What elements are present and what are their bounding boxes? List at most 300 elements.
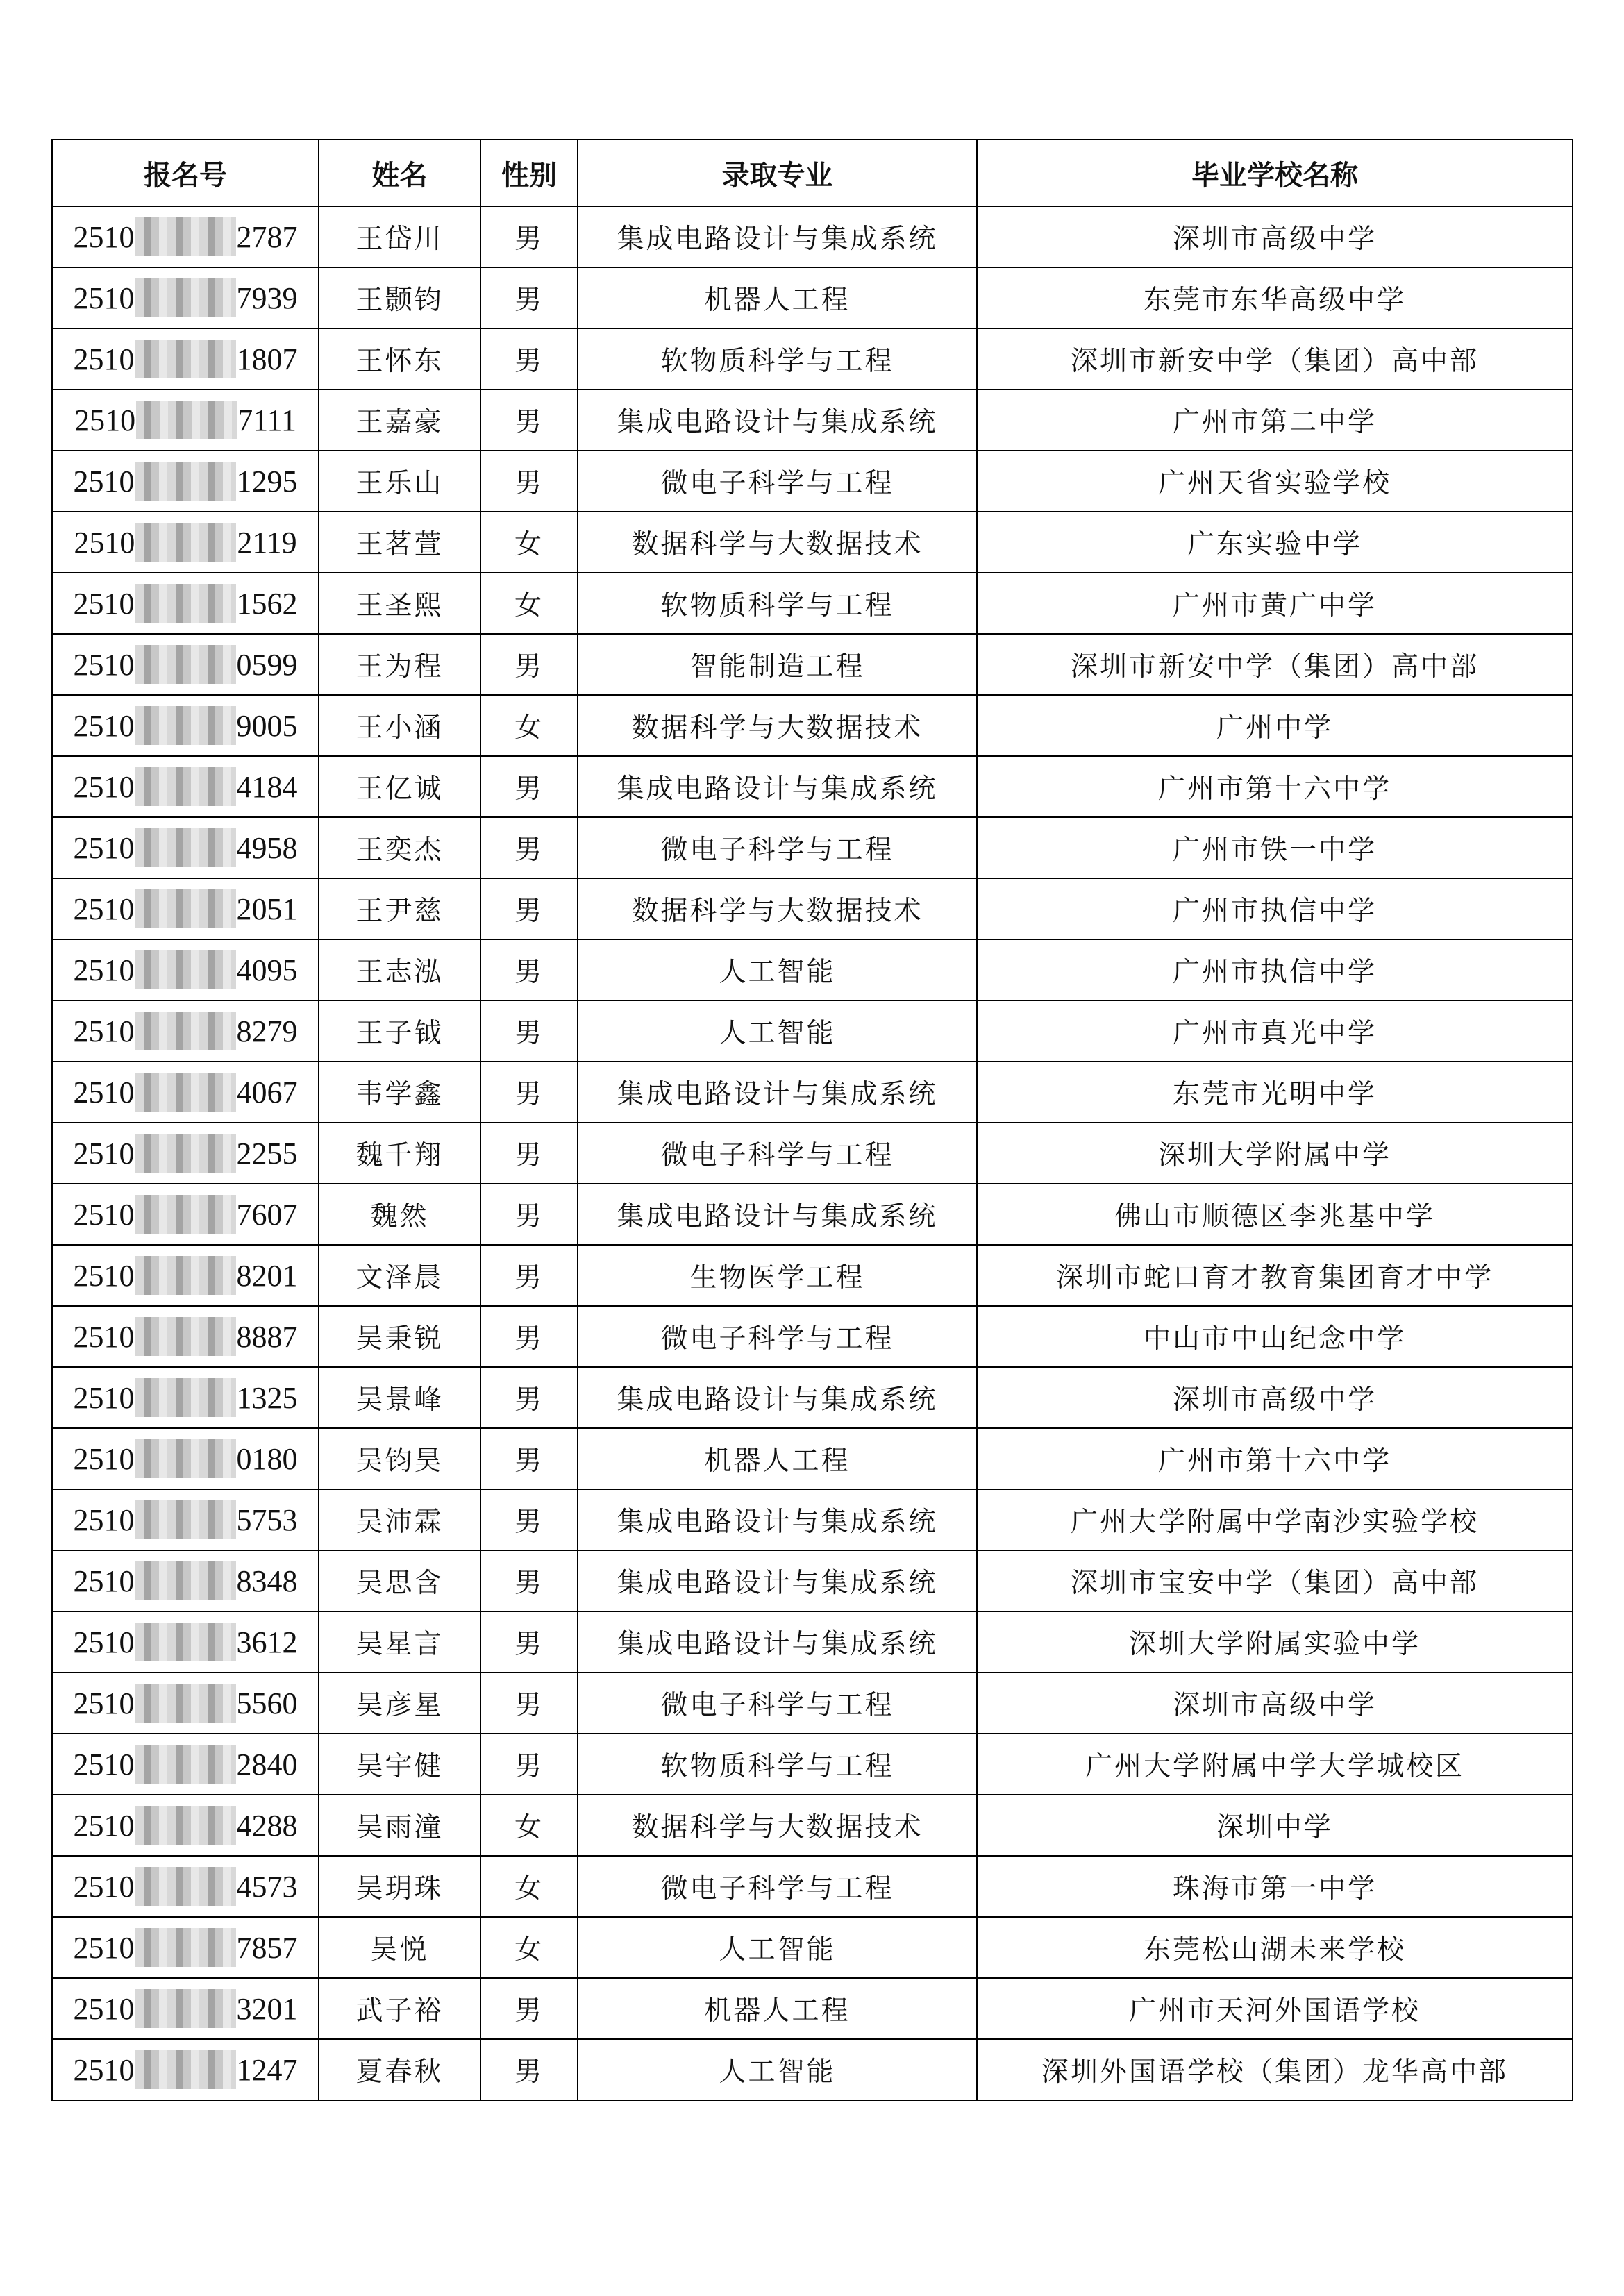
id-suffix: 2840 bbox=[236, 1747, 298, 1782]
gender-cell: 男 bbox=[480, 1428, 578, 1489]
id-suffix: 4095 bbox=[236, 953, 298, 987]
id-prefix: 2510 bbox=[73, 1564, 135, 1598]
school-cell: 深圳市高级中学 bbox=[977, 1367, 1573, 1428]
id-suffix: 4573 bbox=[236, 1869, 298, 1904]
id-prefix: 2510 bbox=[73, 280, 135, 315]
id-suffix: 3612 bbox=[236, 1625, 298, 1659]
registration-number bbox=[74, 1378, 298, 1417]
redaction-mask bbox=[135, 1134, 236, 1173]
school-cell: 深圳大学附属实验中学 bbox=[977, 1611, 1573, 1673]
gender-cell: 男 bbox=[480, 1062, 578, 1123]
name-cell: 武子裕 bbox=[319, 1978, 480, 2039]
table-row bbox=[52, 1000, 1573, 1062]
registration-number bbox=[74, 1684, 298, 1723]
school-cell: 深圳大学附属中学 bbox=[977, 1123, 1573, 1184]
table-row bbox=[52, 328, 1573, 389]
redaction-mask bbox=[135, 889, 236, 928]
redaction-mask bbox=[135, 1500, 236, 1539]
redaction-mask bbox=[135, 1806, 236, 1845]
id-suffix: 8887 bbox=[236, 1319, 298, 1354]
table-row bbox=[52, 389, 1573, 451]
redaction-mask bbox=[135, 1623, 236, 1661]
redaction-mask bbox=[135, 2050, 236, 2089]
id-cell bbox=[52, 573, 319, 634]
header-school: 毕业学校名称 bbox=[977, 140, 1573, 206]
table-row bbox=[52, 1367, 1573, 1428]
redaction-mask bbox=[135, 278, 236, 317]
id-cell bbox=[52, 634, 319, 695]
id-cell bbox=[52, 1673, 319, 1734]
id-suffix: 2119 bbox=[237, 525, 297, 560]
id-cell bbox=[52, 389, 319, 451]
school-cell: 广州中学 bbox=[977, 695, 1573, 756]
id-cell bbox=[52, 939, 319, 1000]
registration-number bbox=[74, 523, 296, 562]
registration-number bbox=[74, 889, 298, 928]
table-row bbox=[52, 1123, 1573, 1184]
id-prefix: 2510 bbox=[73, 1197, 135, 1232]
major-cell: 机器人工程 bbox=[578, 1428, 977, 1489]
id-prefix: 2510 bbox=[73, 1441, 135, 1476]
table-row bbox=[52, 878, 1573, 939]
redaction-mask bbox=[135, 1378, 236, 1417]
name-cell: 文泽晨 bbox=[319, 1245, 480, 1306]
registration-number bbox=[74, 1439, 298, 1478]
major-cell: 微电子科学与工程 bbox=[578, 451, 977, 512]
id-suffix: 3201 bbox=[236, 1991, 298, 2026]
name-cell: 夏春秋 bbox=[319, 2039, 480, 2100]
school-cell: 广州市黄广中学 bbox=[977, 573, 1573, 634]
id-prefix: 2510 bbox=[73, 953, 135, 987]
major-cell: 集成电路设计与集成系统 bbox=[578, 389, 977, 451]
redaction-mask bbox=[135, 1073, 236, 1112]
id-prefix: 2510 bbox=[73, 1808, 135, 1843]
school-cell: 深圳外国语学校（集团）龙华高中部 bbox=[977, 2039, 1573, 2100]
id-prefix: 2510 bbox=[73, 1014, 135, 1048]
gender-cell: 男 bbox=[480, 1245, 578, 1306]
major-cell: 集成电路设计与集成系统 bbox=[578, 756, 977, 817]
id-cell bbox=[52, 756, 319, 817]
id-prefix: 2510 bbox=[74, 525, 135, 560]
table-row bbox=[52, 1673, 1573, 1734]
id-cell bbox=[52, 206, 319, 267]
school-cell: 深圳中学 bbox=[977, 1795, 1573, 1856]
id-suffix: 7857 bbox=[236, 1930, 298, 1965]
registration-number bbox=[74, 1195, 298, 1234]
id-suffix: 1295 bbox=[236, 464, 298, 498]
major-cell: 集成电路设计与集成系统 bbox=[578, 1611, 977, 1673]
id-prefix: 2510 bbox=[74, 403, 136, 437]
major-cell: 数据科学与大数据技术 bbox=[578, 878, 977, 939]
major-cell: 微电子科学与工程 bbox=[578, 1306, 977, 1367]
redaction-mask bbox=[135, 1561, 236, 1600]
name-cell: 王尹慈 bbox=[319, 878, 480, 939]
registration-number bbox=[74, 1317, 298, 1356]
gender-cell: 女 bbox=[480, 1917, 578, 1978]
name-cell: 王圣熙 bbox=[319, 573, 480, 634]
school-cell: 广州天省实验学校 bbox=[977, 451, 1573, 512]
school-cell: 深圳市新安中学（集团）高中部 bbox=[977, 328, 1573, 389]
name-cell: 吴沛霖 bbox=[319, 1489, 480, 1550]
name-cell: 吴悦 bbox=[319, 1917, 480, 1978]
id-cell bbox=[52, 1245, 319, 1306]
id-prefix: 2510 bbox=[73, 1319, 135, 1354]
registration-number bbox=[74, 401, 296, 439]
school-cell: 广州市第二中学 bbox=[977, 389, 1573, 451]
id-suffix: 7607 bbox=[236, 1197, 298, 1232]
registration-number bbox=[74, 828, 298, 867]
id-cell bbox=[52, 2039, 319, 2100]
school-cell: 深圳市高级中学 bbox=[977, 1673, 1573, 1734]
registration-number bbox=[74, 340, 298, 378]
id-cell bbox=[52, 267, 319, 328]
table-header bbox=[52, 140, 1573, 206]
registration-number bbox=[74, 584, 298, 623]
gender-cell: 男 bbox=[480, 206, 578, 267]
redaction-mask bbox=[135, 706, 236, 745]
redaction-mask bbox=[135, 1439, 236, 1478]
gender-cell: 男 bbox=[480, 1367, 578, 1428]
major-cell: 微电子科学与工程 bbox=[578, 1856, 977, 1917]
table-row bbox=[52, 1856, 1573, 1917]
name-cell: 王小涵 bbox=[319, 695, 480, 756]
gender-cell: 女 bbox=[480, 512, 578, 573]
school-cell: 东莞松山湖未来学校 bbox=[977, 1917, 1573, 1978]
header-gender: 性别 bbox=[480, 140, 578, 206]
redaction-mask bbox=[135, 828, 236, 867]
registration-number bbox=[74, 645, 298, 684]
table-row bbox=[52, 634, 1573, 695]
name-cell: 吴景峰 bbox=[319, 1367, 480, 1428]
gender-cell: 男 bbox=[480, 389, 578, 451]
id-prefix: 2510 bbox=[73, 830, 135, 865]
name-cell: 王志泓 bbox=[319, 939, 480, 1000]
table-row bbox=[52, 1245, 1573, 1306]
table-row bbox=[52, 1306, 1573, 1367]
table-row bbox=[52, 1611, 1573, 1673]
id-prefix: 2510 bbox=[73, 1991, 135, 2026]
id-suffix: 9005 bbox=[236, 708, 298, 743]
table-row bbox=[52, 817, 1573, 878]
id-prefix: 2510 bbox=[73, 1136, 135, 1171]
gender-cell: 男 bbox=[480, 634, 578, 695]
id-prefix: 2510 bbox=[73, 2052, 135, 2087]
id-cell bbox=[52, 1795, 319, 1856]
redaction-mask bbox=[135, 1928, 236, 1967]
registration-number bbox=[74, 1134, 298, 1173]
major-cell: 人工智能 bbox=[578, 939, 977, 1000]
table-row bbox=[52, 573, 1573, 634]
id-cell bbox=[52, 1428, 319, 1489]
school-cell: 广州市第十六中学 bbox=[977, 756, 1573, 817]
id-suffix: 4288 bbox=[236, 1808, 298, 1843]
name-cell: 吴思含 bbox=[319, 1550, 480, 1611]
gender-cell: 男 bbox=[480, 1550, 578, 1611]
school-cell: 深圳市宝安中学（集团）高中部 bbox=[977, 1550, 1573, 1611]
registration-number bbox=[74, 1561, 298, 1600]
school-cell: 广州市第十六中学 bbox=[977, 1428, 1573, 1489]
id-prefix: 2510 bbox=[73, 1625, 135, 1659]
gender-cell: 男 bbox=[480, 328, 578, 389]
major-cell: 数据科学与大数据技术 bbox=[578, 512, 977, 573]
id-prefix: 2510 bbox=[73, 891, 135, 926]
gender-cell: 男 bbox=[480, 267, 578, 328]
id-prefix: 2510 bbox=[73, 1258, 135, 1293]
major-cell: 软物质科学与工程 bbox=[578, 1734, 977, 1795]
school-cell: 深圳市高级中学 bbox=[977, 206, 1573, 267]
id-cell bbox=[52, 1734, 319, 1795]
id-suffix: 2255 bbox=[236, 1136, 298, 1171]
table-row bbox=[52, 1489, 1573, 1550]
school-cell: 广州市执信中学 bbox=[977, 878, 1573, 939]
id-prefix: 2510 bbox=[73, 1380, 135, 1415]
id-suffix: 0180 bbox=[236, 1441, 298, 1476]
major-cell: 集成电路设计与集成系统 bbox=[578, 1489, 977, 1550]
registration-number bbox=[74, 950, 298, 989]
header-name: 姓名 bbox=[319, 140, 480, 206]
name-cell: 吴星言 bbox=[319, 1611, 480, 1673]
id-suffix: 7111 bbox=[237, 403, 296, 437]
redaction-mask bbox=[135, 1256, 236, 1295]
gender-cell: 男 bbox=[480, 1489, 578, 1550]
redaction-mask bbox=[135, 767, 236, 806]
header-major: 录取专业 bbox=[578, 140, 977, 206]
table-row bbox=[52, 206, 1573, 267]
name-cell: 吴钧昊 bbox=[319, 1428, 480, 1489]
id-prefix: 2510 bbox=[73, 1502, 135, 1537]
id-cell bbox=[52, 1184, 319, 1245]
header-row bbox=[52, 140, 1573, 206]
major-cell: 集成电路设计与集成系统 bbox=[578, 1062, 977, 1123]
id-cell bbox=[52, 1123, 319, 1184]
id-prefix: 2510 bbox=[73, 1075, 135, 1109]
redaction-mask bbox=[135, 1745, 236, 1784]
gender-cell: 女 bbox=[480, 1856, 578, 1917]
id-suffix: 8348 bbox=[236, 1564, 298, 1598]
redaction-mask bbox=[135, 340, 236, 378]
id-suffix: 1562 bbox=[236, 586, 298, 621]
id-prefix: 2510 bbox=[73, 708, 135, 743]
redaction-mask bbox=[135, 584, 236, 623]
school-cell: 广州市铁一中学 bbox=[977, 817, 1573, 878]
registration-number bbox=[74, 462, 298, 501]
table-row bbox=[52, 1734, 1573, 1795]
major-cell: 集成电路设计与集成系统 bbox=[578, 206, 977, 267]
registration-number bbox=[74, 1928, 298, 1967]
major-cell: 人工智能 bbox=[578, 1917, 977, 1978]
name-cell: 王子钺 bbox=[319, 1000, 480, 1062]
table-row bbox=[52, 1184, 1573, 1245]
registration-number bbox=[74, 1867, 298, 1906]
school-cell: 广州市天河外国语学校 bbox=[977, 1978, 1573, 2039]
gender-cell: 男 bbox=[480, 878, 578, 939]
id-suffix: 5560 bbox=[236, 1686, 298, 1720]
redaction-mask bbox=[135, 1195, 236, 1234]
id-prefix: 2510 bbox=[73, 586, 135, 621]
table-row bbox=[52, 939, 1573, 1000]
id-prefix: 2510 bbox=[73, 342, 135, 376]
major-cell: 微电子科学与工程 bbox=[578, 1673, 977, 1734]
id-suffix: 4067 bbox=[236, 1075, 298, 1109]
name-cell: 王为程 bbox=[319, 634, 480, 695]
table-row bbox=[52, 512, 1573, 573]
name-cell: 魏千翔 bbox=[319, 1123, 480, 1184]
id-cell bbox=[52, 1489, 319, 1550]
registration-number bbox=[74, 1806, 298, 1845]
name-cell: 王岱川 bbox=[319, 206, 480, 267]
id-cell bbox=[52, 512, 319, 573]
gender-cell: 男 bbox=[480, 1611, 578, 1673]
redaction-mask bbox=[136, 401, 237, 439]
table-row bbox=[52, 451, 1573, 512]
redaction-mask bbox=[135, 645, 236, 684]
gender-cell: 男 bbox=[480, 451, 578, 512]
table-row bbox=[52, 756, 1573, 817]
gender-cell: 男 bbox=[480, 1123, 578, 1184]
redaction-mask bbox=[135, 523, 236, 562]
major-cell: 机器人工程 bbox=[578, 1978, 977, 2039]
table-row bbox=[52, 1917, 1573, 1978]
school-cell: 中山市中山纪念中学 bbox=[977, 1306, 1573, 1367]
table-row bbox=[52, 1062, 1573, 1123]
major-cell: 人工智能 bbox=[578, 1000, 977, 1062]
id-cell bbox=[52, 328, 319, 389]
table-row bbox=[52, 267, 1573, 328]
name-cell: 王怀东 bbox=[319, 328, 480, 389]
registration-number bbox=[74, 767, 298, 806]
name-cell: 吴玥珠 bbox=[319, 1856, 480, 1917]
name-cell: 韦学鑫 bbox=[319, 1062, 480, 1123]
registration-number bbox=[74, 1012, 298, 1050]
id-cell bbox=[52, 1000, 319, 1062]
major-cell: 数据科学与大数据技术 bbox=[578, 695, 977, 756]
id-cell bbox=[52, 1062, 319, 1123]
admission-table bbox=[51, 139, 1573, 2101]
id-prefix: 2510 bbox=[73, 647, 135, 682]
gender-cell: 男 bbox=[480, 1978, 578, 2039]
redaction-mask bbox=[135, 1012, 236, 1050]
table-row bbox=[52, 1550, 1573, 1611]
id-cell bbox=[52, 695, 319, 756]
redaction-mask bbox=[135, 1317, 236, 1356]
school-cell: 珠海市第一中学 bbox=[977, 1856, 1573, 1917]
id-suffix: 1247 bbox=[236, 2052, 298, 2087]
school-cell: 广州大学附属中学大学城校区 bbox=[977, 1734, 1573, 1795]
name-cell: 王嘉豪 bbox=[319, 389, 480, 451]
name-cell: 吴彦星 bbox=[319, 1673, 480, 1734]
school-cell: 深圳市新安中学（集团）高中部 bbox=[977, 634, 1573, 695]
name-cell: 王奕杰 bbox=[319, 817, 480, 878]
redaction-mask bbox=[135, 950, 236, 989]
table-row bbox=[52, 1978, 1573, 2039]
major-cell: 微电子科学与工程 bbox=[578, 817, 977, 878]
gender-cell: 男 bbox=[480, 756, 578, 817]
id-cell bbox=[52, 1611, 319, 1673]
redaction-mask bbox=[135, 1989, 236, 2028]
redaction-mask bbox=[135, 1867, 236, 1906]
id-prefix: 2510 bbox=[73, 1686, 135, 1720]
redaction-mask bbox=[135, 1684, 236, 1723]
id-cell bbox=[52, 1367, 319, 1428]
registration-number bbox=[74, 1989, 298, 2028]
major-cell: 微电子科学与工程 bbox=[578, 1123, 977, 1184]
id-suffix: 2787 bbox=[236, 219, 298, 254]
id-suffix: 7939 bbox=[236, 280, 298, 315]
id-suffix: 8279 bbox=[236, 1014, 298, 1048]
major-cell: 智能制造工程 bbox=[578, 634, 977, 695]
major-cell: 生物医学工程 bbox=[578, 1245, 977, 1306]
table-row bbox=[52, 2039, 1573, 2100]
gender-cell: 女 bbox=[480, 573, 578, 634]
school-cell: 东莞市东华高级中学 bbox=[977, 267, 1573, 328]
registration-number bbox=[74, 217, 298, 256]
school-cell: 广州大学附属中学南沙实验学校 bbox=[977, 1489, 1573, 1550]
gender-cell: 男 bbox=[480, 1673, 578, 1734]
id-suffix: 4184 bbox=[236, 769, 298, 804]
school-cell: 广州市执信中学 bbox=[977, 939, 1573, 1000]
gender-cell: 男 bbox=[480, 2039, 578, 2100]
id-cell bbox=[52, 1306, 319, 1367]
major-cell: 人工智能 bbox=[578, 2039, 977, 2100]
major-cell: 软物质科学与工程 bbox=[578, 328, 977, 389]
major-cell: 数据科学与大数据技术 bbox=[578, 1795, 977, 1856]
gender-cell: 男 bbox=[480, 817, 578, 878]
name-cell: 王乐山 bbox=[319, 451, 480, 512]
registration-number bbox=[74, 706, 298, 745]
registration-number bbox=[74, 1623, 298, 1661]
id-suffix: 8201 bbox=[236, 1258, 298, 1293]
id-cell bbox=[52, 1856, 319, 1917]
registration-number bbox=[74, 1256, 298, 1295]
id-suffix: 2051 bbox=[236, 891, 298, 926]
major-cell: 软物质科学与工程 bbox=[578, 573, 977, 634]
id-prefix: 2510 bbox=[73, 464, 135, 498]
id-prefix: 2510 bbox=[73, 1930, 135, 1965]
gender-cell: 男 bbox=[480, 1306, 578, 1367]
major-cell: 集成电路设计与集成系统 bbox=[578, 1367, 977, 1428]
school-cell: 佛山市顺德区李兆基中学 bbox=[977, 1184, 1573, 1245]
id-prefix: 2510 bbox=[73, 1747, 135, 1782]
major-cell: 机器人工程 bbox=[578, 267, 977, 328]
id-suffix: 1325 bbox=[236, 1380, 298, 1415]
gender-cell: 男 bbox=[480, 1734, 578, 1795]
registration-number bbox=[74, 1745, 298, 1784]
name-cell: 王颢钧 bbox=[319, 267, 480, 328]
header-id: 报名号 bbox=[52, 140, 319, 206]
registration-number bbox=[74, 1073, 298, 1112]
id-cell bbox=[52, 1917, 319, 1978]
id-prefix: 2510 bbox=[73, 769, 135, 804]
id-suffix: 5753 bbox=[236, 1502, 298, 1537]
gender-cell: 男 bbox=[480, 939, 578, 1000]
gender-cell: 女 bbox=[480, 695, 578, 756]
id-prefix: 2510 bbox=[73, 1869, 135, 1904]
school-cell: 东莞市光明中学 bbox=[977, 1062, 1573, 1123]
id-suffix: 1807 bbox=[236, 342, 298, 376]
id-cell bbox=[52, 817, 319, 878]
id-cell bbox=[52, 451, 319, 512]
redaction-mask bbox=[135, 217, 236, 256]
registration-number bbox=[74, 278, 298, 317]
gender-cell: 女 bbox=[480, 1795, 578, 1856]
name-cell: 吴宇健 bbox=[319, 1734, 480, 1795]
table-row bbox=[52, 1428, 1573, 1489]
gender-cell: 男 bbox=[480, 1184, 578, 1245]
registration-number bbox=[74, 2050, 298, 2089]
id-cell bbox=[52, 1550, 319, 1611]
id-cell bbox=[52, 1978, 319, 2039]
id-prefix: 2510 bbox=[73, 219, 135, 254]
